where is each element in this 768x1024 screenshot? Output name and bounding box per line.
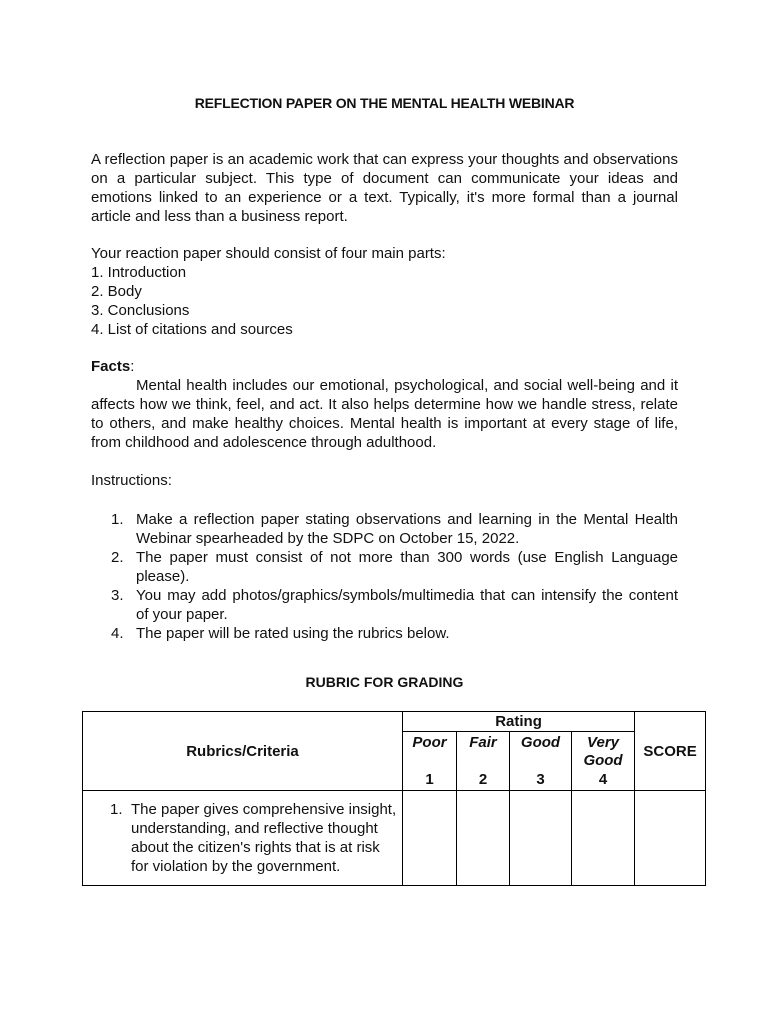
- criteria-text: The paper gives comprehensive insight, understanding, and reflective thought about the citizen's rights that is at risk for violation by the government.: [131, 801, 397, 875]
- criteria-number: 1.: [110, 801, 123, 818]
- instruction-text: You may add photos/graphics/symbols/multimedia that can intensify the content of your paper.: [136, 587, 678, 623]
- level-good: [510, 732, 572, 791]
- rubric-table: [82, 711, 706, 886]
- level-poor: [403, 732, 457, 791]
- rubric-criteria-row: [83, 791, 706, 886]
- instruction-text: The paper must consist of not more than 300 words (use English Language please).: [136, 549, 678, 585]
- instruction-number: 2.: [111, 549, 124, 566]
- instruction-item: [91, 586, 678, 624]
- parts-item: 1. Introduction: [91, 264, 187, 281]
- instruction-number: 3.: [111, 587, 124, 604]
- rating-header: Rating: [403, 712, 635, 732]
- instruction-text: Make a reflection paper stating observations and learning in the Mental Health Webinar spearheaded by the SDPC on October 15, 2022.: [136, 511, 678, 547]
- instruction-text: The paper will be rated using the rubrics below.: [136, 625, 450, 642]
- instruction-item: [91, 548, 678, 586]
- instruction-number: 1.: [111, 511, 124, 528]
- level-value: 1: [425, 771, 434, 788]
- facts-heading: [91, 357, 134, 376]
- level-very-good: [572, 732, 635, 791]
- level-value: 2: [478, 771, 488, 788]
- parts-item: 2. Body: [91, 283, 142, 300]
- level-name: Very Good: [583, 734, 623, 769]
- instructions-label: Instructions:: [91, 472, 172, 489]
- criteria-cell: [83, 791, 403, 886]
- score-cell-very-good: [572, 791, 635, 886]
- level-value: 4: [598, 771, 608, 788]
- instruction-item: [91, 624, 678, 643]
- criteria-header: Rubrics/Criteria: [83, 712, 403, 791]
- level-value: 3: [536, 771, 545, 788]
- score-cell-fair: [457, 791, 510, 886]
- level-name: Good: [520, 734, 561, 751]
- rubric-title: RUBRIC FOR GRADING: [305, 674, 464, 690]
- rubric-header-row: [83, 712, 706, 732]
- instruction-item: [91, 510, 678, 548]
- document-title: REFLECTION PAPER ON THE MENTAL HEALTH WEBINAR: [194, 95, 575, 111]
- level-name: Fair: [469, 734, 497, 751]
- parts-item: 4. List of citations and sources: [91, 321, 293, 338]
- facts-paragraph: Mental health includes our emotional, psychological, and social well-being and it affects how we think, feel, and act. It also helps determine how we handle stress, relate to others, and make healthy choices. Mental health is important at every stage of life, from childhood and adolescence through adulthood.: [91, 377, 678, 451]
- parts-list: [91, 263, 293, 339]
- instruction-number: 4.: [111, 625, 124, 642]
- parts-lead: Your reaction paper should consist of four main parts:: [91, 245, 446, 262]
- score-cell-total: [635, 791, 706, 886]
- level-name: Poor: [412, 734, 447, 751]
- instructions-list: [91, 510, 678, 643]
- parts-item: 3. Conclusions: [91, 302, 190, 319]
- score-cell-good: [510, 791, 572, 886]
- score-cell-poor: [403, 791, 457, 886]
- intro-paragraph: A reflection paper is an academic work that can express your thoughts and observations on a particular subject. This type of document can communicate your ideas and emotions linked to an experience or a text. Typically, it's more formal than a journal article and less than a business report.: [91, 151, 678, 225]
- level-fair: [457, 732, 510, 791]
- score-header: SCORE: [635, 712, 706, 791]
- facts-colon: :: [130, 358, 135, 375]
- facts-label: Facts: [91, 358, 131, 375]
